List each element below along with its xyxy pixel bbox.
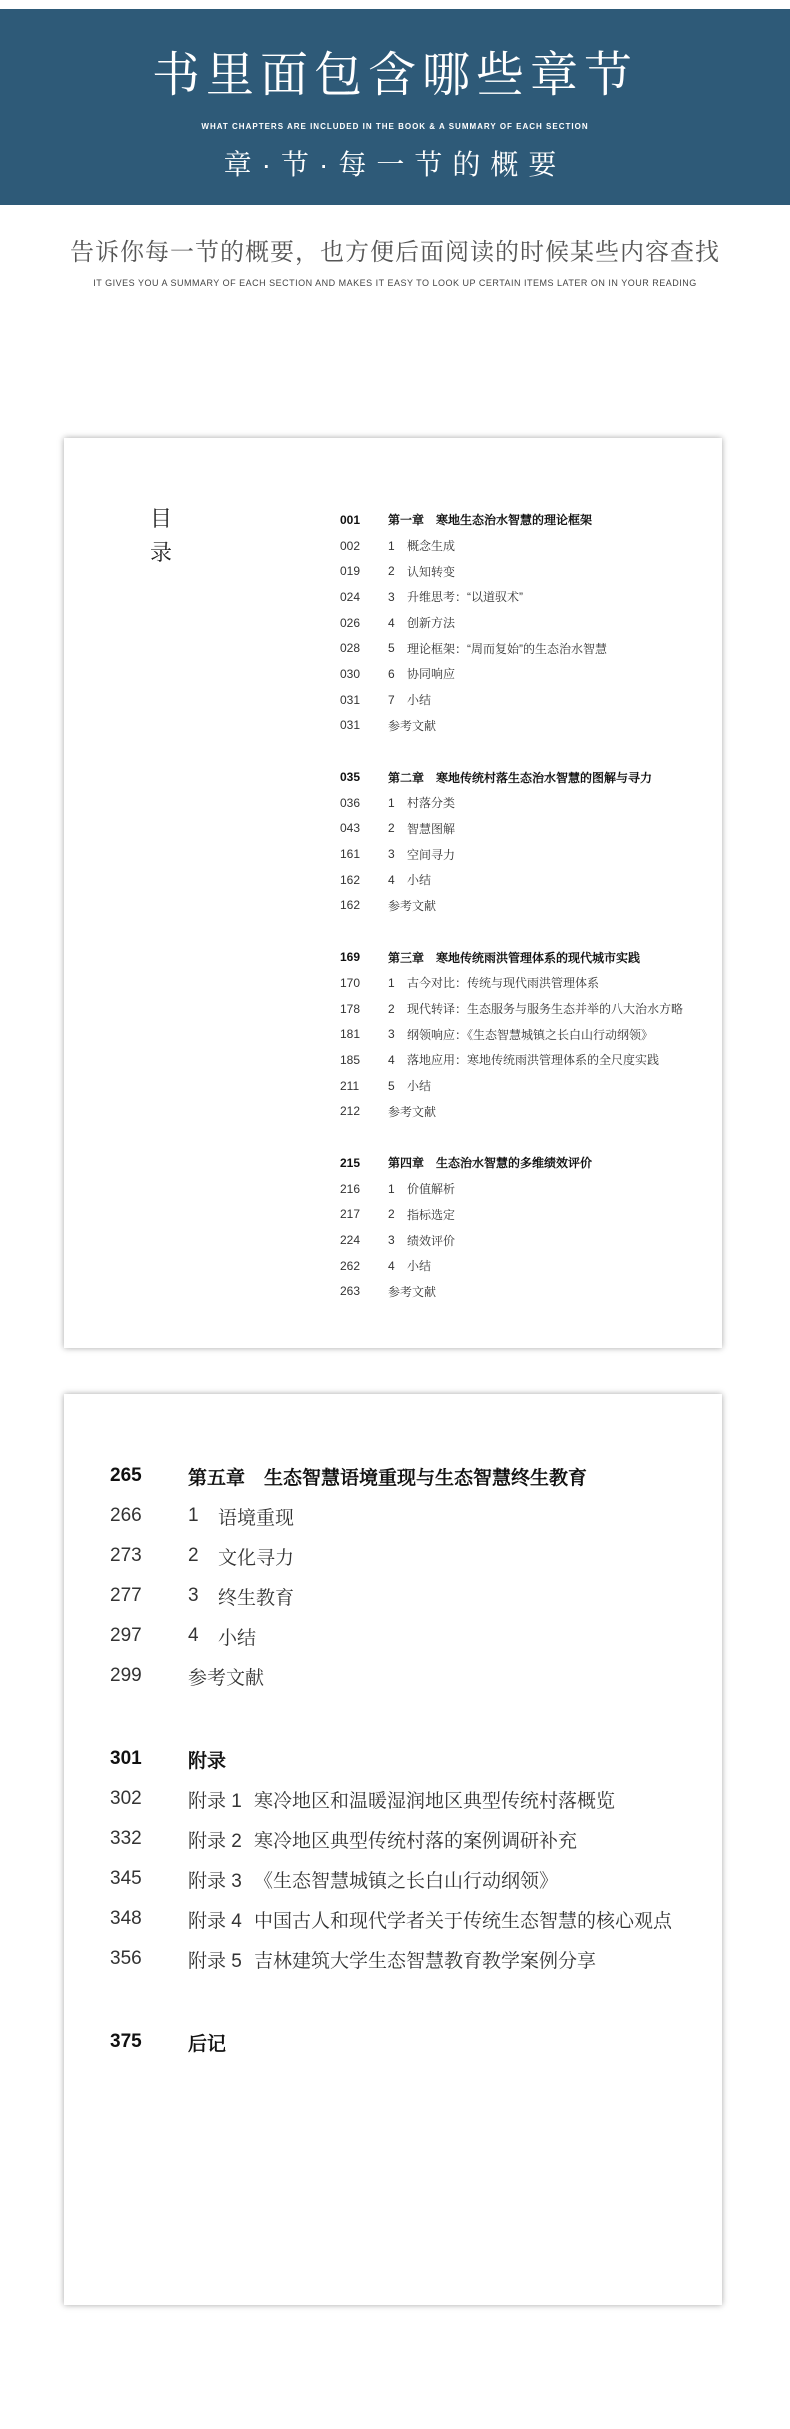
toc-section-row (110, 1616, 672, 1656)
page-number: 332 (110, 1828, 142, 1849)
toc-chapter-row (340, 764, 683, 790)
toc-section-row (340, 584, 683, 610)
section-title: 中国古人和现代学者关于传统生态智慧的核心观点 (254, 1910, 673, 1932)
page-number: 375 (110, 2031, 142, 2052)
page-number: 356 (110, 1948, 142, 1969)
section-number: 3 (388, 1233, 395, 1248)
toc-label-char: 目 (150, 506, 173, 531)
section-title: 认知转变 (407, 564, 456, 579)
section-number: 2 (188, 1545, 199, 1566)
toc-section-row (340, 1227, 683, 1253)
page-number: 262 (340, 1258, 361, 1273)
toc-chapter-row (340, 507, 683, 533)
section-number: 2 (388, 821, 395, 836)
section-title: 小结 (407, 1259, 432, 1274)
page-number: 273 (110, 1545, 142, 1566)
page-number: 026 (340, 615, 361, 630)
page-number: 345 (110, 1868, 142, 1889)
toc-chapter-group (110, 1739, 672, 1979)
toc-section-row (340, 1047, 683, 1073)
toc-section-row (340, 893, 683, 919)
page-number: 178 (340, 1001, 361, 1016)
section-number: 1 (388, 795, 395, 810)
toc-chapter-group (340, 944, 683, 1124)
toc-section-row (340, 1202, 683, 1228)
page-number: 211 (340, 1078, 360, 1093)
section-title: 绩效评价 (407, 1233, 456, 1248)
section-title: 纲领响应：《生态智慧城镇之长白山行动纲领》 (407, 1027, 654, 1042)
page-number: 002 (340, 538, 361, 553)
section-number: 1 (388, 975, 395, 990)
page-number: 043 (340, 821, 361, 836)
section-title: 智慧图解 (407, 821, 456, 836)
section-number: 4 (188, 1625, 199, 1646)
section-number: 2 (388, 564, 395, 579)
page-number: 001 (340, 512, 361, 527)
section-number: 7 (388, 692, 395, 707)
section-title: 《生态智慧城镇之长白山行动纲领》 (254, 1870, 559, 1892)
section-number: 3 (388, 1027, 395, 1042)
toc-section-row (340, 713, 683, 739)
section-title: 指标选定 (407, 1207, 456, 1222)
chapter-title: 附录 (188, 1750, 227, 1772)
page-number: 266 (110, 1505, 142, 1526)
header-banner (0, 9, 790, 205)
toc-section-row (340, 610, 683, 636)
toc-section-row (340, 1279, 683, 1305)
section-number: 1 (188, 1505, 199, 1526)
toc-page-1 (64, 438, 722, 1348)
toc-chapter-group (110, 2022, 672, 2062)
toc-section-row (340, 1073, 683, 1099)
toc-section-row (110, 1779, 672, 1819)
section-title: 语境重现 (218, 1507, 295, 1529)
page-number: 302 (110, 1788, 142, 1809)
toc-section-row (340, 1098, 683, 1124)
page-number: 035 (340, 770, 361, 785)
section-title: 小结 (218, 1627, 257, 1649)
toc-list (110, 1456, 672, 2062)
page-number: 031 (340, 718, 361, 733)
toc-chapter-row (110, 1456, 672, 1496)
page-number: 024 (340, 589, 361, 604)
page-number: 170 (340, 975, 361, 990)
section-title: 创新方法 (407, 616, 456, 631)
section-title: 理论框架：“周而复始”的生态治水智慧 (407, 641, 607, 656)
section-title: 升维思考：“以道驭术” (407, 590, 523, 605)
page-title: 书里面包含哪些章节 (151, 47, 638, 103)
section-title: 参考文献 (388, 898, 437, 913)
page-number: 348 (110, 1908, 142, 1929)
page-number: 162 (340, 872, 361, 887)
toc-chapter-group (340, 507, 683, 738)
section-number: 2 (388, 1001, 395, 1016)
page-number: 030 (340, 666, 361, 681)
toc-section-row (110, 1899, 672, 1939)
toc-section-row (340, 790, 683, 816)
chapter-title: 第三章 寒地传统雨洪管理体系的现代城市实践 (388, 950, 641, 965)
section-number: 附录 4 (188, 1910, 242, 1932)
intro-text-en: IT GIVES YOU A SUMMARY OF EACH SECTION AND MAKES IT EASY TO LOOK UP CERTAIN ITEMS LATER ON IN YOUR READING (93, 278, 697, 288)
page-number: 212 (340, 1104, 361, 1119)
toc-chapter-row (110, 2022, 672, 2062)
toc-section-row (340, 970, 683, 996)
toc-section-row (340, 841, 683, 867)
page-number: 263 (340, 1284, 361, 1299)
page-number: 162 (340, 898, 361, 913)
section-number: 4 (388, 872, 395, 887)
subtitle-en: WHAT CHAPTERS ARE INCLUDED IN THE BOOK & A SUMMARY OF EACH SECTION (201, 122, 589, 131)
section-title: 小结 (407, 693, 432, 708)
page-number: 299 (110, 1665, 142, 1686)
intro-text: 告诉你每一节的概要，也方便后面阅读的时候某些内容查找 (70, 239, 720, 266)
section-title: 小结 (407, 873, 432, 888)
section-title: 落地应用：寒地传统雨洪管理体系的全尺度实践 (407, 1053, 660, 1068)
toc-section-row (110, 1819, 672, 1859)
section-number: 5 (388, 1078, 395, 1093)
section-title: 价值解析 (407, 1182, 456, 1197)
toc-section-row (110, 1536, 672, 1576)
toc-page-2 (64, 1394, 722, 2305)
page-number: 019 (340, 564, 361, 579)
section-number: 3 (188, 1585, 199, 1606)
toc-section-row (340, 687, 683, 713)
section-title: 空间寻力 (407, 847, 456, 862)
toc-chapter-group (110, 1456, 672, 1696)
section-title: 寒冷地区典型传统村落的案例调研补充 (254, 1830, 578, 1852)
section-title: 小结 (407, 1079, 432, 1094)
section-title: 协同响应 (407, 667, 456, 682)
section-title: 吉林建筑大学生态智慧教育教学案例分享 (254, 1950, 597, 1972)
chapter-title: 第二章 寒地传统村落生态治水智慧的图解与寻力 (388, 770, 653, 785)
toc-section-row (340, 1176, 683, 1202)
page-number: 031 (340, 692, 361, 707)
section-number: 6 (388, 666, 395, 681)
section-title: 参考文献 (188, 1667, 265, 1689)
section-number: 附录 1 (188, 1790, 242, 1812)
page-number: 181 (340, 1027, 361, 1042)
section-number: 5 (388, 641, 395, 656)
toc-chapter-group (340, 764, 683, 918)
section-title: 终生教育 (218, 1587, 295, 1609)
section-number: 3 (388, 589, 395, 604)
page-number: 301 (110, 1748, 142, 1769)
toc-section-row (340, 533, 683, 559)
chapter-title: 后记 (188, 2033, 227, 2055)
chapter-title: 第五章 生态智慧语境重现与生态智慧终生教育 (188, 1467, 588, 1489)
section-title: 参考文献 (388, 1104, 437, 1119)
section-title: 参考文献 (388, 718, 437, 733)
page-number: 028 (340, 641, 361, 656)
toc-section-row (340, 1021, 683, 1047)
toc-list (340, 507, 683, 1304)
section-title: 古今对比：传统与现代雨洪管理体系 (407, 976, 600, 991)
section-number: 4 (388, 615, 395, 630)
toc-section-row (110, 1496, 672, 1536)
section-number: 附录 3 (188, 1870, 242, 1892)
toc-section-row (110, 1656, 672, 1696)
toc-section-row (340, 635, 683, 661)
subtitle: 章·节·每一节的概要 (223, 149, 567, 180)
section-title: 现代转译：生态服务与服务生态并举的八大治水方略 (407, 1002, 684, 1017)
toc-section-row (340, 996, 683, 1022)
toc-section-row (340, 867, 683, 893)
page-number: 217 (340, 1207, 361, 1222)
toc-chapter-row (340, 944, 683, 970)
toc-chapter-row (110, 1739, 672, 1779)
section-number: 4 (388, 1052, 395, 1067)
page-number: 185 (340, 1052, 361, 1067)
toc-label-char: 录 (150, 540, 173, 565)
section-title: 寒冷地区和温暖湿润地区典型传统村落概览 (254, 1790, 616, 1812)
page-number: 297 (110, 1625, 142, 1646)
page-number: 265 (110, 1465, 142, 1486)
toc-section-row (340, 816, 683, 842)
toc-section-row (340, 558, 683, 584)
section-title: 村落分类 (407, 796, 456, 811)
page-number: 036 (340, 795, 361, 810)
toc-chapter-row (340, 1150, 683, 1176)
toc-section-row (110, 1859, 672, 1899)
section-number: 4 (388, 1258, 395, 1273)
toc-section-row (110, 1939, 672, 1979)
section-number: 1 (388, 1181, 395, 1196)
section-number: 1 (388, 538, 395, 553)
section-title: 参考文献 (388, 1284, 437, 1299)
chapter-title: 第一章 寒地生态治水智慧的理论框架 (388, 513, 593, 528)
page-number: 169 (340, 950, 361, 965)
section-number: 附录 2 (188, 1830, 242, 1852)
page-number: 161 (340, 847, 361, 862)
page-number: 224 (340, 1233, 361, 1248)
section-title: 文化寻力 (218, 1547, 295, 1569)
toc-section-row (110, 1576, 672, 1616)
chapter-title: 第四章 生态治水智慧的多维绩效评价 (388, 1156, 593, 1171)
section-title: 概念生成 (407, 539, 456, 554)
page-number: 277 (110, 1585, 142, 1606)
toc-chapter-group (340, 1150, 683, 1304)
toc-section-row (340, 661, 683, 687)
page-number: 215 (340, 1155, 361, 1170)
toc-section-row (340, 1253, 683, 1279)
page-number: 216 (340, 1181, 361, 1196)
section-number: 附录 5 (188, 1950, 242, 1972)
toc-label (150, 502, 174, 570)
section-number: 2 (388, 1207, 395, 1222)
section-number: 3 (388, 847, 395, 862)
